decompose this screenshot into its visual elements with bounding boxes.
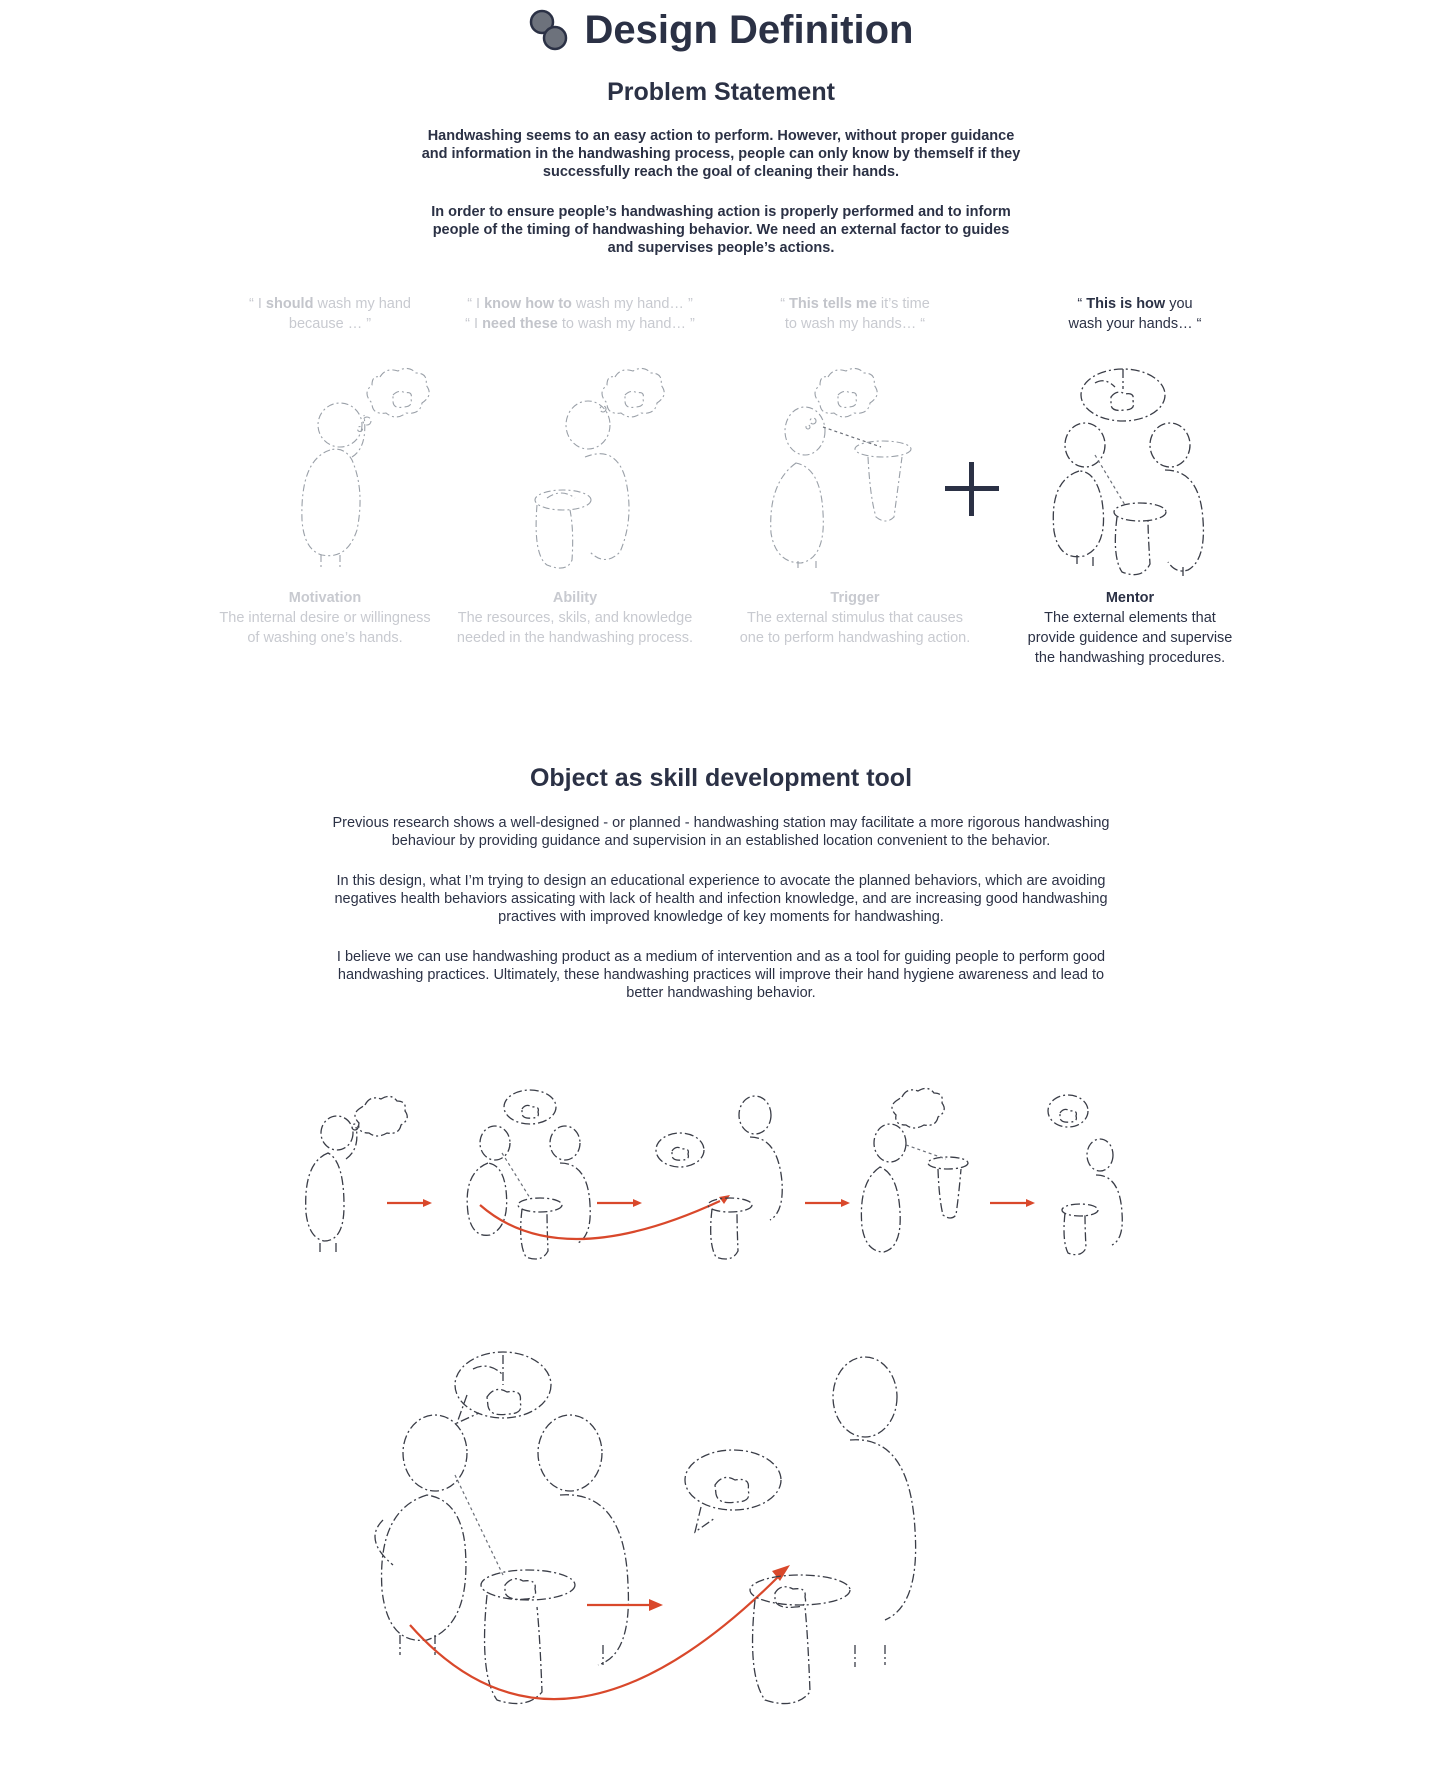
page-title: Design Definition: [584, 7, 914, 52]
object-paragraph-2: In this design, what I’m trying to design an educational experience to avocate the planned behaviors, which are avoiding negatives health behaviors assicating with lack of health and infection knowledge, and are increasing good handwashing practives with improved knowledge of key moments for handwashing.: [334, 873, 1108, 925]
mentor-desc: The external elements that provide guidence and supervise the handwashing procedures.: [1027, 610, 1233, 666]
mentor-title: Mentor: [1105, 590, 1155, 606]
flow-curved-arrow: [480, 1201, 720, 1239]
linked-circles-icon: [529, 9, 569, 51]
problem-paragraph-1: Handwashing seems to an easy action to perform. However, without proper guidance and information in the handwashing process, people can only know by themself if they successfully reach the goal of cleaning their hands.: [421, 128, 1021, 180]
object-paragraph-3: I believe we can use handwashing product as a medium of intervention and as a tool for guiding people to perform good handwashing practices. Ultimately, these handwashing practices will improve their hand hygiene awareness and lead to better handwashing behavior.: [336, 949, 1106, 1001]
motivation-title: Motivation: [288, 590, 362, 606]
mentor-to-ability-illustration: [355, 1345, 1005, 1700]
flow-figure-trigger: [861, 1088, 968, 1252]
ability-title: Ability: [552, 590, 598, 606]
motivation-desc: The internal desire or willingness of washing one’s hands.: [219, 610, 431, 646]
object-heading: Object as skill development tool: [529, 764, 913, 792]
object-paragraph-1: Previous research shows a well-designed - or planned - handwashing station may facilitate a more rigorous handwashing behaviour by providing guidance and supervision in an established location convenient to the behavior.: [332, 815, 1110, 849]
trigger-sketch: [768, 365, 928, 575]
trigger-title: Trigger: [830, 590, 880, 606]
problem-heading: Problem Statement: [607, 78, 835, 106]
mentor-quote: “ This is how you wash your hands… “: [1068, 296, 1202, 332]
ability-quote: “ I know how to wash my hand… ” “ I need these to wash my hand… ”: [465, 296, 695, 332]
flow-figure-motivation: [306, 1096, 408, 1253]
trigger-desc: The external stimulus that causes one to perform handwashing action.: [739, 610, 971, 646]
ability-desc: The resources, skils, and knowledge needed in the handwashing process.: [456, 610, 694, 646]
large-curved-arrow: [410, 1575, 780, 1699]
trigger-quote: “ This tells me it’s time to wash my hands… “: [780, 296, 930, 332]
page-header: [0, 0, 1442, 60]
plus-sign: [945, 462, 999, 516]
ability-sketch: [525, 365, 675, 580]
flow-figure-ability: [656, 1096, 782, 1259]
motivation-quote: “ I should wash my hand because … ”: [249, 296, 411, 332]
motivation-sketch: [285, 365, 445, 570]
process-flow-illustration: [290, 1085, 1150, 1265]
flow-figure-mentor: [467, 1090, 590, 1259]
flow-figure-final: [1048, 1095, 1122, 1255]
mentor-sketch: [1035, 365, 1210, 580]
problem-paragraph-2: In order to ensure people’s handwashing action is properly performed and to inform people of the timing of handwashing behavior. We need an external factor to guides and supervises people’s actions.: [431, 204, 1011, 256]
